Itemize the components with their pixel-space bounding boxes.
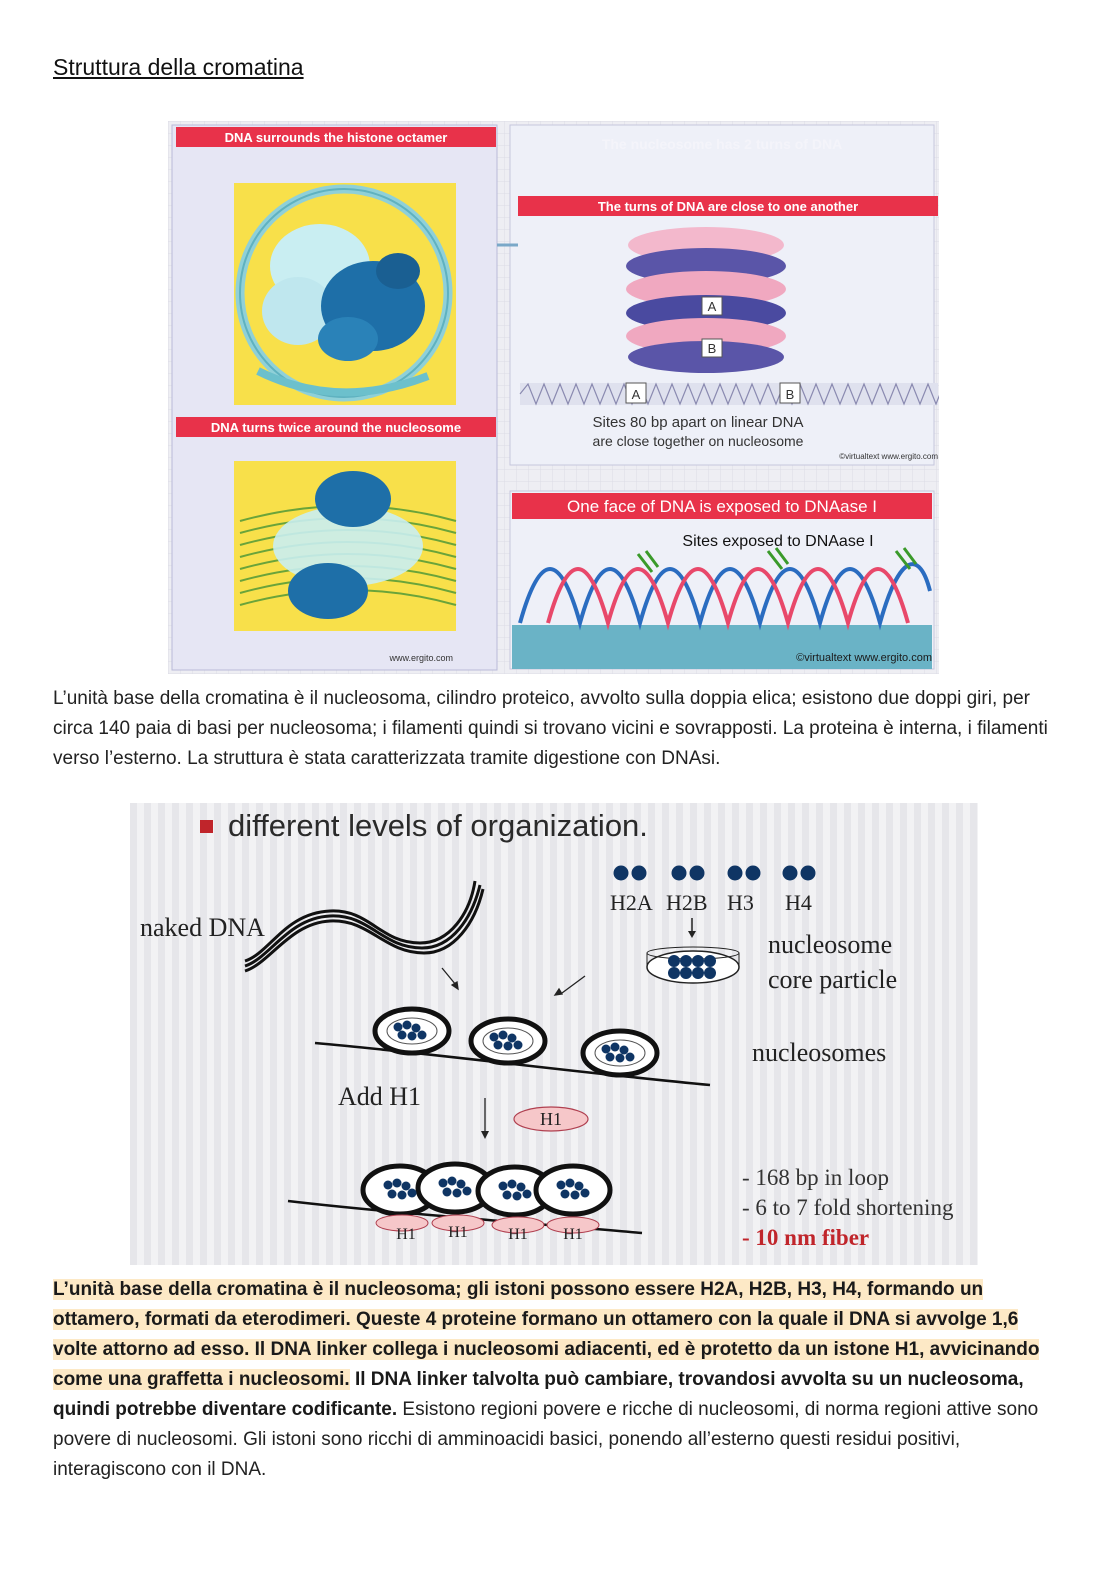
paragraph-2-bold: Il DNA linker talvolta può cambiare, trovandosi avvolta su un nucleosoma, quindi potrebbe diventare codificante. — [53, 1369, 1024, 1420]
histone-h2b: H2B — [666, 890, 708, 915]
sites-exposed-label: Sites exposed to DNAase I — [682, 533, 874, 550]
organization-levels-figure — [130, 803, 978, 1265]
paragraph-2-highlighted: L’unità base della cromatina è il nucleosoma; gli istoni possono essere H2A, H2B, H3, H4, formando un ottamero, formati da eterodimeri. Queste 4 proteine formano un ottamero con la quale il DNA si avvolge 1,6 volte attorno ad esso. Il DNA linker collega i nucleosomi adiacenti, ed è protetto da un istone H1, avvicinando come una graffetta i nucleosomi. — [53, 1279, 1040, 1390]
h1-clip-label-4: H1 — [563, 1226, 583, 1243]
panel-a-title: DNA surrounds the histone octamer — [224, 130, 448, 145]
histone-h3: H3 — [727, 890, 754, 915]
bullet-2: - 6 to 7 fold shortening — [742, 1195, 954, 1220]
panel-d-title: One face of DNA is exposed to DNAase I — [567, 497, 877, 516]
paragraph-2 — [53, 1275, 1063, 1485]
paragraph-1: L’unità base della cromatina è il nucleosoma, cilindro proteico, avvolto sulla doppia elica; esistono due doppi giri, per circa 140 paia di basi per nucleosoma; i filamenti quindi si trovano vicini e sovrapposti. La proteina è interna, i filamenti verso l’esterno. La struttura è stata caratterizzata tramite digestione con DNAsi. — [53, 688, 1048, 769]
bullet-3: - 10 nm fiber — [742, 1225, 870, 1250]
credit-c: ©virtualtext www.ergito.com — [839, 452, 938, 461]
panel-c-header: The nucleosome has 2 turns of DNA — [601, 136, 843, 152]
label-a-cylinder: A — [707, 299, 717, 314]
h1-label: H1 — [540, 1109, 562, 1129]
label-a-linear: A — [631, 387, 641, 402]
histone-h2a: H2A — [610, 890, 653, 915]
page-title: Struttura della cromatina — [53, 54, 304, 80]
panel-b-title: DNA turns twice around the nucleosome — [210, 420, 462, 435]
nucleosomes-label: nucleosomes — [752, 1038, 887, 1067]
add-h1-label: Add H1 — [338, 1082, 422, 1111]
sites-line-2: are close together on nucleosome — [592, 433, 804, 449]
nucleosome-2 — [471, 1019, 545, 1063]
nucleosome-structure-figure — [168, 121, 939, 674]
core-label-2: core particle — [768, 965, 898, 994]
nucleosome-1 — [375, 1009, 449, 1053]
linear-dna — [520, 383, 939, 405]
core-label-1: nucleosome — [768, 930, 893, 959]
credit-d: ©virtualtext www.ergito.com — [796, 652, 932, 664]
paragraph-2-regular: Esistono regioni povere e ricche di nucleosomi, di norma regioni attive sono povere di nucleosomi. Gli istoni sono ricchi di amminoacidi basici, ponendo all’esterno questi residui positivi, interagiscono con il DNA. — [53, 1399, 1039, 1480]
h1-clip-label-1: H1 — [396, 1226, 416, 1243]
h1-clip-label-3: H1 — [508, 1226, 528, 1243]
figure2-heading: different levels of organization. — [228, 808, 648, 843]
panel-c-title: The turns of DNA are close to one another — [597, 199, 859, 214]
label-b-cylinder: B — [707, 341, 717, 356]
sites-line-1: Sites 80 bp apart on linear DNA — [592, 414, 804, 431]
credit-left: www.ergito.com — [389, 653, 453, 663]
nucleosome-3 — [583, 1031, 657, 1075]
naked-dna-label: naked DNA — [140, 913, 265, 942]
histone-h4: H4 — [785, 890, 812, 915]
label-b-linear: B — [785, 387, 795, 402]
bullet-1: - 168 bp in loop — [742, 1165, 889, 1190]
h1-clip-label-2: H1 — [448, 1224, 468, 1241]
heading-bullet — [200, 820, 213, 833]
